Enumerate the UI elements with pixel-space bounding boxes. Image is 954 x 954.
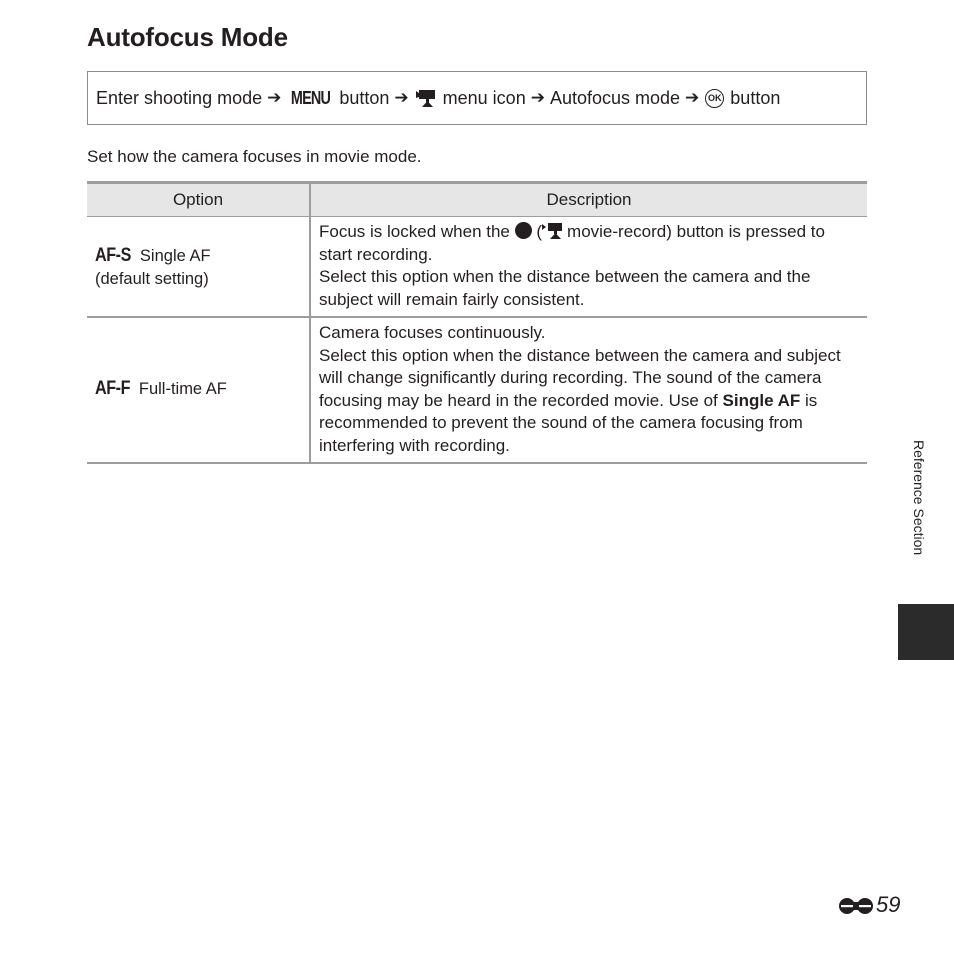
desc-text: Camera focuses continuously. (319, 323, 546, 342)
desc-text: Select this option when the distance between the camera and subject will change significantly during recording. The sound of the camera focusing may be heard in the recorded movie. Use of (319, 345, 841, 410)
default-setting-note: (default setting) (95, 269, 209, 288)
movie-camera-icon (415, 88, 437, 108)
movie-record-icon (542, 222, 564, 240)
navigation-path-box (87, 71, 867, 125)
desc-text: Select this option when the distance between the camera and the subject will remain fairly consistent. (319, 267, 811, 309)
option-cell-full-time-af (87, 317, 310, 463)
description-cell-single-af (310, 217, 867, 318)
desc-text: is recommended to prevent the sound of the camera focusing from interfering with recording. (319, 390, 818, 455)
table-header-row (87, 183, 867, 217)
record-button-icon (515, 222, 532, 239)
table-row (87, 217, 867, 318)
reference-section-icon (838, 894, 874, 916)
option-name: Single AF (139, 247, 211, 265)
options-table (87, 181, 867, 464)
ok-button-icon: OK (705, 89, 724, 108)
header-description: Description (310, 183, 867, 217)
menu-button-glyph: MENU (291, 87, 331, 108)
page-number-value: 59 (876, 892, 901, 917)
af-f-icon: AF-F (95, 378, 131, 399)
nav-step-shooting-mode: Enter shooting mode (96, 87, 263, 108)
header-option: Option (87, 183, 310, 217)
section-tab-marker (898, 604, 954, 660)
side-tab-label: Reference Section (911, 440, 927, 556)
desc-text: ( (536, 222, 543, 241)
option-cell-single-af (87, 217, 310, 318)
nav-step-menu-icon: menu icon (442, 87, 526, 108)
nav-step-ok-button: button (730, 87, 781, 108)
table-row (87, 317, 867, 463)
desc-text: Focus is locked when the (319, 222, 510, 241)
arrow-right-icon: ➔ (394, 88, 409, 107)
desc-bold-single-af: Single AF (722, 390, 801, 410)
nav-step-button: button (339, 87, 390, 108)
intro-text: Set how the camera focuses in movie mode. (87, 147, 422, 166)
arrow-right-icon: ➔ (267, 88, 282, 107)
arrow-right-icon: ➔ (685, 88, 700, 107)
nav-step-autofocus-mode: Autofocus mode (549, 87, 681, 108)
arrow-right-icon: ➔ (530, 88, 545, 107)
page-number (838, 892, 900, 918)
option-name: Full-time AF (138, 380, 227, 398)
af-s-icon: AF-S (95, 245, 131, 266)
page-title: Autofocus Mode (87, 22, 288, 52)
desc-text: movie-record) button is pressed to start recording. (319, 222, 825, 264)
description-cell-full-time-af (310, 317, 867, 463)
